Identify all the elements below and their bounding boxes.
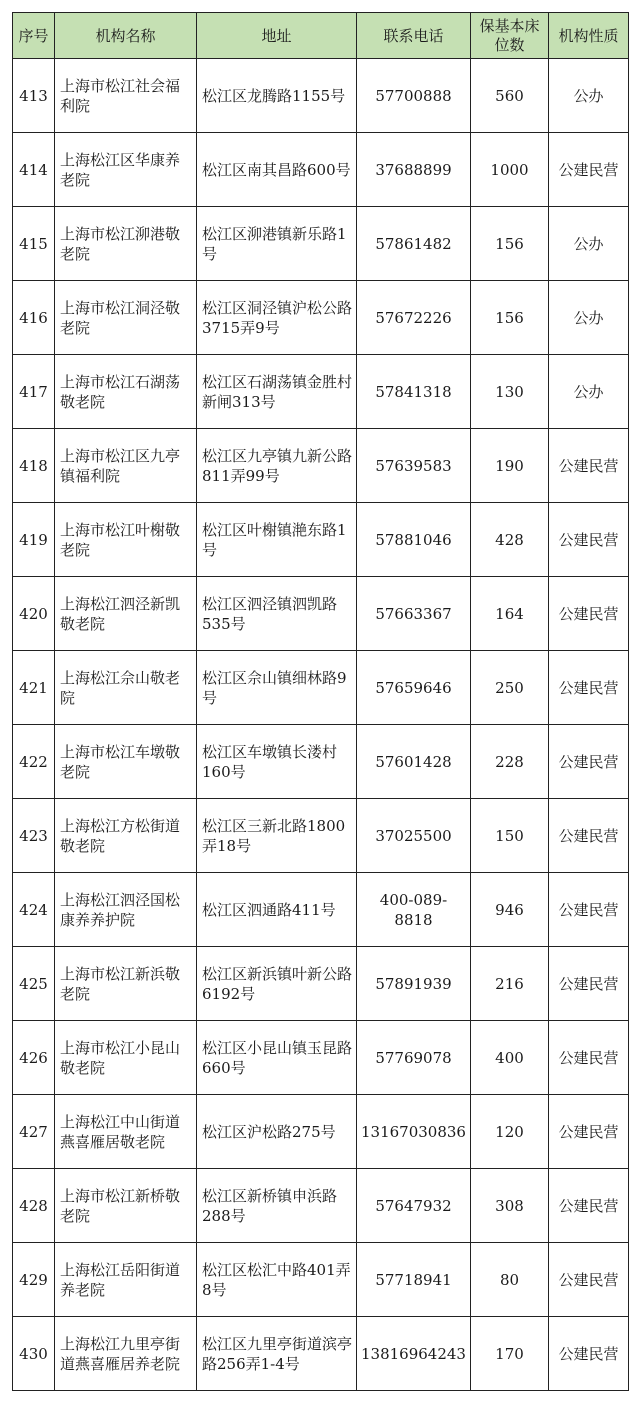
table-row: [13, 725, 629, 799]
cell-id: 421: [13, 651, 55, 725]
cell-type: 公办: [549, 207, 629, 281]
cell-name: 上海市松江社会福利院: [55, 59, 197, 133]
cell-phone: 37688899: [357, 133, 471, 207]
cell-type: 公建民营: [549, 577, 629, 651]
cell-address: 松江区泖港镇新乐路1号: [197, 207, 357, 281]
cell-name: 上海市松江区九亭镇福利院: [55, 429, 197, 503]
table-row: [13, 59, 629, 133]
cell-beds: 428: [471, 503, 549, 577]
table-row: [13, 429, 629, 503]
table-row: [13, 947, 629, 1021]
cell-address: 松江区泗通路411号: [197, 873, 357, 947]
cell-type: 公建民营: [549, 1243, 629, 1317]
cell-address: 松江区九里亭街道滨亭路256弄1-4号: [197, 1317, 357, 1391]
cell-type: 公建民营: [549, 429, 629, 503]
cell-address: 松江区沪松路275号: [197, 1095, 357, 1169]
cell-beds: 156: [471, 207, 549, 281]
cell-phone: 13167030836: [357, 1095, 471, 1169]
cell-type: 公办: [549, 59, 629, 133]
cell-beds: 946: [471, 873, 549, 947]
cell-name: 上海市松江新桥敬老院: [55, 1169, 197, 1243]
cell-beds: 308: [471, 1169, 549, 1243]
cell-phone: 57663367: [357, 577, 471, 651]
cell-beds: 250: [471, 651, 549, 725]
cell-address: 松江区南其昌路600号: [197, 133, 357, 207]
table-row: [13, 651, 629, 725]
cell-beds: 400: [471, 1021, 549, 1095]
cell-name: 上海市松江车墩敬老院: [55, 725, 197, 799]
cell-phone: 57718941: [357, 1243, 471, 1317]
cell-id: 430: [13, 1317, 55, 1391]
cell-beds: 216: [471, 947, 549, 1021]
cell-type: 公建民营: [549, 725, 629, 799]
cell-type: 公建民营: [549, 1021, 629, 1095]
cell-id: 418: [13, 429, 55, 503]
table-row: [13, 1317, 629, 1391]
cell-phone: 57700888: [357, 59, 471, 133]
cell-id: 427: [13, 1095, 55, 1169]
cell-name: 上海市松江小昆山敬老院: [55, 1021, 197, 1095]
cell-beds: 156: [471, 281, 549, 355]
cell-phone: 57672226: [357, 281, 471, 355]
cell-type: 公建民营: [549, 1095, 629, 1169]
cell-type: 公建民营: [549, 947, 629, 1021]
header-id: 序号: [13, 13, 55, 59]
elderly-care-institutions-table: [12, 12, 629, 1391]
cell-phone: 57861482: [357, 207, 471, 281]
table-container: [12, 12, 629, 1391]
cell-beds: 130: [471, 355, 549, 429]
cell-address: 松江区松汇中路401弄8号: [197, 1243, 357, 1317]
cell-phone: 400-089-8818: [357, 873, 471, 947]
table-row: [13, 873, 629, 947]
cell-name: 上海市松江叶榭敬老院: [55, 503, 197, 577]
cell-phone: 57639583: [357, 429, 471, 503]
cell-name: 上海市松江新浜敬老院: [55, 947, 197, 1021]
cell-beds: 80: [471, 1243, 549, 1317]
cell-name: 上海松江九里亭街道燕喜雁居养老院: [55, 1317, 197, 1391]
cell-type: 公建民营: [549, 651, 629, 725]
cell-type: 公建民营: [549, 133, 629, 207]
header-row: [13, 13, 629, 59]
cell-address: 松江区洞泾镇沪松公路3715弄9号: [197, 281, 357, 355]
cell-name: 上海市松江石湖荡敬老院: [55, 355, 197, 429]
cell-address: 松江区叶榭镇滟东路1号: [197, 503, 357, 577]
table-row: [13, 207, 629, 281]
cell-address: 松江区龙腾路1155号: [197, 59, 357, 133]
cell-address: 松江区小昆山镇玉昆路660号: [197, 1021, 357, 1095]
header-beds: 保基本床位数: [471, 13, 549, 59]
cell-address: 松江区车墩镇长溇村160号: [197, 725, 357, 799]
cell-id: 423: [13, 799, 55, 873]
cell-address: 松江区新桥镇申浜路288号: [197, 1169, 357, 1243]
cell-beds: 120: [471, 1095, 549, 1169]
cell-type: 公建民营: [549, 799, 629, 873]
cell-id: 419: [13, 503, 55, 577]
cell-phone: 57659646: [357, 651, 471, 725]
cell-name: 上海松江泗泾国松康养养护院: [55, 873, 197, 947]
cell-beds: 228: [471, 725, 549, 799]
cell-phone: 37025500: [357, 799, 471, 873]
cell-phone: 57647932: [357, 1169, 471, 1243]
cell-id: 420: [13, 577, 55, 651]
cell-name: 上海市松江洞泾敬老院: [55, 281, 197, 355]
cell-name: 上海松江方松街道敬老院: [55, 799, 197, 873]
table-row: [13, 577, 629, 651]
table-row: [13, 799, 629, 873]
cell-id: 415: [13, 207, 55, 281]
cell-beds: 150: [471, 799, 549, 873]
table-row: [13, 133, 629, 207]
cell-address: 松江区九亭镇九新公路811弄99号: [197, 429, 357, 503]
cell-type: 公建民营: [549, 503, 629, 577]
cell-name: 上海松江佘山敬老院: [55, 651, 197, 725]
table-row: [13, 1243, 629, 1317]
cell-phone: 57769078: [357, 1021, 471, 1095]
cell-id: 426: [13, 1021, 55, 1095]
header-type: 机构性质: [549, 13, 629, 59]
header-name: 机构名称: [55, 13, 197, 59]
table-row: [13, 355, 629, 429]
header-phone: 联系电话: [357, 13, 471, 59]
table-row: [13, 281, 629, 355]
cell-id: 424: [13, 873, 55, 947]
cell-phone: 57881046: [357, 503, 471, 577]
cell-type: 公建民营: [549, 1169, 629, 1243]
cell-beds: 560: [471, 59, 549, 133]
cell-name: 上海松江岳阳街道养老院: [55, 1243, 197, 1317]
cell-id: 416: [13, 281, 55, 355]
cell-beds: 190: [471, 429, 549, 503]
cell-address: 松江区泗泾镇泗凯路535号: [197, 577, 357, 651]
cell-phone: 57891939: [357, 947, 471, 1021]
cell-id: 428: [13, 1169, 55, 1243]
cell-address: 松江区新浜镇叶新公路6192号: [197, 947, 357, 1021]
cell-id: 417: [13, 355, 55, 429]
cell-id: 414: [13, 133, 55, 207]
cell-address: 松江区佘山镇细林路9号: [197, 651, 357, 725]
table-row: [13, 1095, 629, 1169]
cell-name: 上海松江中山街道燕喜雁居敬老院: [55, 1095, 197, 1169]
table-row: [13, 1169, 629, 1243]
cell-id: 429: [13, 1243, 55, 1317]
cell-type: 公建民营: [549, 1317, 629, 1391]
cell-type: 公建民营: [549, 873, 629, 947]
cell-name: 上海松江泗泾新凯敬老院: [55, 577, 197, 651]
cell-phone: 57601428: [357, 725, 471, 799]
cell-id: 413: [13, 59, 55, 133]
cell-beds: 1000: [471, 133, 549, 207]
header-address: 地址: [197, 13, 357, 59]
cell-beds: 170: [471, 1317, 549, 1391]
cell-phone: 13816964243: [357, 1317, 471, 1391]
cell-beds: 164: [471, 577, 549, 651]
cell-id: 422: [13, 725, 55, 799]
cell-type: 公办: [549, 355, 629, 429]
cell-id: 425: [13, 947, 55, 1021]
cell-name: 上海市松江泖港敬老院: [55, 207, 197, 281]
cell-name: 上海松江区华康养老院: [55, 133, 197, 207]
table-row: [13, 1021, 629, 1095]
cell-address: 松江区石湖荡镇金胜村新闸313号: [197, 355, 357, 429]
cell-address: 松江区三新北路1800弄18号: [197, 799, 357, 873]
cell-type: 公办: [549, 281, 629, 355]
table-row: [13, 503, 629, 577]
cell-phone: 57841318: [357, 355, 471, 429]
